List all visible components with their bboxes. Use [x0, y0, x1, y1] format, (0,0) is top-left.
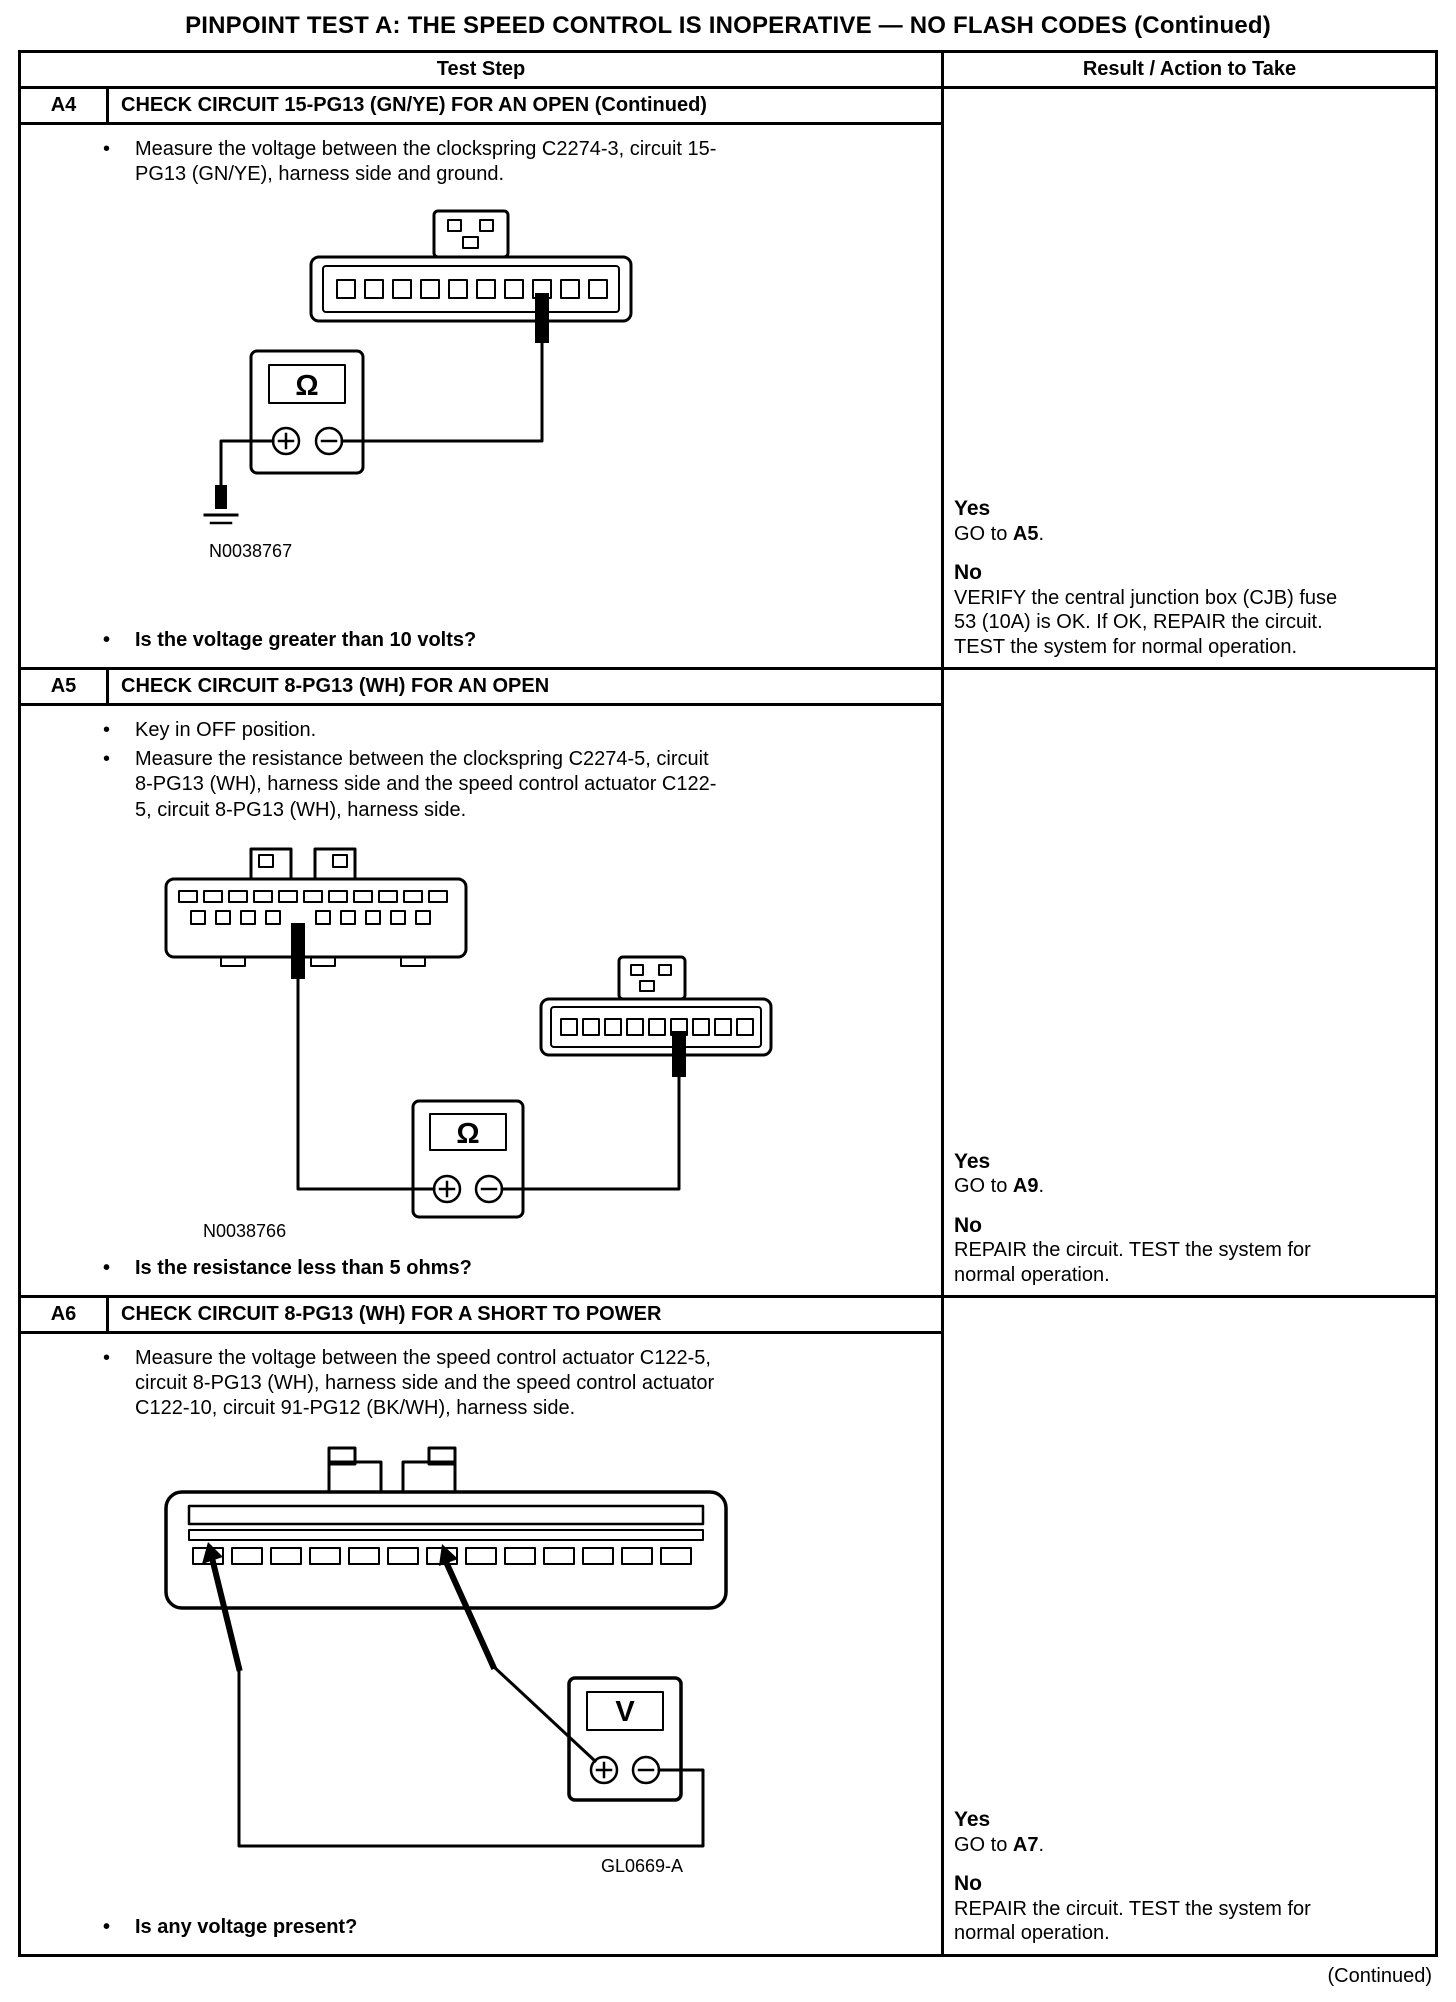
step-a5-body: [21, 706, 941, 1295]
bullet-icon: •: [103, 628, 111, 651]
question-text: Is the resistance less than 5 ohms?: [135, 1256, 472, 1279]
instruction-item: [21, 1346, 921, 1422]
step-a4-test-step-cell: [21, 89, 944, 667]
question-text: Is any voltage present?: [135, 1915, 358, 1938]
meter-symbol: Ω: [456, 1117, 480, 1150]
probe-lead: [447, 1564, 493, 1666]
test-lead-wire: [239, 1668, 703, 1846]
yes-action-pre: GO to: [954, 1175, 1013, 1198]
clockspring-connector: [311, 257, 631, 321]
bullet-icon: •: [103, 1346, 111, 1369]
yes-action-post: .: [1038, 1833, 1045, 1856]
a5-connector-meter-diagram: [151, 837, 791, 1245]
a4-diagram-wrap: [191, 201, 751, 584]
instruction-text: Key in OFF position.: [135, 719, 317, 741]
yes-label: Yes: [954, 497, 991, 521]
ground-icon: [215, 485, 227, 509]
bullet-icon: •: [103, 1256, 111, 1279]
step-id: A4: [21, 89, 109, 122]
connector-tabs: [329, 1448, 455, 1492]
test-lead-wire: [342, 343, 542, 441]
yes-action-post: .: [1038, 1175, 1045, 1198]
probe-tip: [535, 293, 549, 343]
yes-action-target: A9: [1012, 1175, 1039, 1198]
yes-action: [954, 1833, 1346, 1857]
step-question: [21, 1915, 921, 1940]
a4-connector-meter-diagram: [191, 201, 751, 579]
step-row-a4: [21, 89, 1435, 670]
a6-diagram-wrap: [141, 1436, 801, 1909]
pinpoint-test-table: [18, 50, 1438, 1957]
yes-action: [954, 1174, 1346, 1198]
yes-action: [954, 522, 1346, 546]
step-a4-header: [21, 89, 941, 125]
figure-label: N0038767: [209, 541, 293, 562]
col-header-test-step: Test Step: [21, 53, 944, 86]
no-action: REPAIR the circuit. TEST the system for normal operation.: [954, 1239, 1311, 1286]
meter-symbol: Ω: [295, 370, 319, 403]
no-action: REPAIR the circuit. TEST the system for normal operation.: [954, 1897, 1311, 1945]
figure-label: GL0669-A: [601, 1855, 684, 1876]
figure-label: N0038766: [203, 1220, 287, 1241]
step-a4-result-cell: [944, 89, 1435, 667]
table-header-row: [21, 53, 1435, 89]
bullet-icon: •: [103, 719, 111, 741]
instruction-item: [21, 747, 921, 823]
instruction-text: Measure the voltage between the speed control actuator C122-5, circuit 8-PG13 (WH), harness side and the speed control actuator C122-10, circuit 91-PG12 (BK/WH), harness side.: [135, 1346, 715, 1420]
probe-lead: [213, 1562, 239, 1668]
bullet-icon: •: [103, 748, 111, 771]
result-block: [954, 1147, 1346, 1287]
step-title: CHECK CIRCUIT 8-PG13 (WH) FOR A SHORT TO POWER: [121, 1302, 662, 1325]
instruction-text: Measure the resistance between the clockspring C2274-5, circuit 8-PG13 (WH), harness side and the speed control actuator C122-5, circuit 8-PG13 (WH), harness side.: [135, 748, 717, 821]
step-id: A6: [21, 1298, 109, 1331]
continued-footer: (Continued): [1327, 1964, 1432, 1987]
yes-label: Yes: [954, 1808, 991, 1832]
result-block: [954, 1805, 1346, 1945]
step-title: CHECK CIRCUIT 8-PG13 (WH) FOR AN OPEN: [121, 675, 550, 697]
step-a5-test-step-cell: [21, 670, 944, 1295]
test-lead-wire: [502, 1077, 679, 1189]
yes-action-post: .: [1038, 522, 1045, 545]
test-lead-wire: [493, 1666, 595, 1761]
col-header-result: Result / Action to Take: [1082, 58, 1297, 80]
step-a6-result-cell: [944, 1298, 1435, 1954]
yes-action-target: A5: [1012, 522, 1039, 545]
step-row-a6: [21, 1298, 1435, 1954]
instruction-text: Measure the voltage between the clockspring C2274-3, circuit 15-PG13 (GN/YE), harness side and ground.: [135, 138, 717, 186]
question-text: Is the voltage greater than 10 volts?: [135, 628, 477, 651]
probe-tip: [672, 1031, 686, 1077]
instruction-item: [21, 137, 921, 187]
step-a6-test-step-cell: [21, 1298, 944, 1954]
yes-action-target: A7: [1012, 1833, 1039, 1856]
step-title: CHECK CIRCUIT 15-PG13 (GN/YE) FOR AN OPEN (Continued): [121, 94, 707, 116]
step-question: [21, 1256, 921, 1281]
step-a6-body: [21, 1334, 941, 1954]
clockspring-connector: [166, 849, 466, 966]
bullet-icon: •: [103, 1915, 111, 1938]
no-label: No: [954, 1213, 982, 1237]
a6-connector-meter-diagram: [141, 1436, 801, 1904]
ground-wire: [221, 441, 273, 485]
no-label: No: [954, 561, 982, 585]
step-id: A5: [21, 670, 109, 703]
speed-control-actuator-connector: [541, 957, 771, 1055]
bullet-icon: •: [103, 138, 111, 160]
no-label: No: [954, 1872, 982, 1896]
no-action: VERIFY the central junction box (CJB) fuse 53 (10A) is OK. If OK, REPAIR the circuit. TEST the system for normal operation.: [954, 586, 1338, 658]
step-a6-header: [21, 1298, 941, 1334]
probe-tip: [291, 923, 305, 979]
yes-label: Yes: [954, 1149, 991, 1173]
yes-action-pre: GO to: [954, 522, 1013, 545]
step-a5-result-cell: [944, 670, 1435, 1295]
page-title: PINPOINT TEST A: THE SPEED CONTROL IS INOPERATIVE — NO FLASH CODES (Continued): [185, 12, 1271, 39]
instruction-item: [21, 718, 921, 743]
yes-action-pre: GO to: [954, 1833, 1013, 1856]
step-a4-body: [21, 125, 941, 667]
meter-symbol: V: [615, 1695, 635, 1728]
clockspring-plug: [434, 211, 508, 257]
step-row-a5: [21, 670, 1435, 1298]
step-question: [21, 628, 921, 653]
a5-diagram-wrap: [151, 837, 791, 1250]
step-a5-header: [21, 670, 941, 706]
result-block: [954, 494, 1346, 659]
